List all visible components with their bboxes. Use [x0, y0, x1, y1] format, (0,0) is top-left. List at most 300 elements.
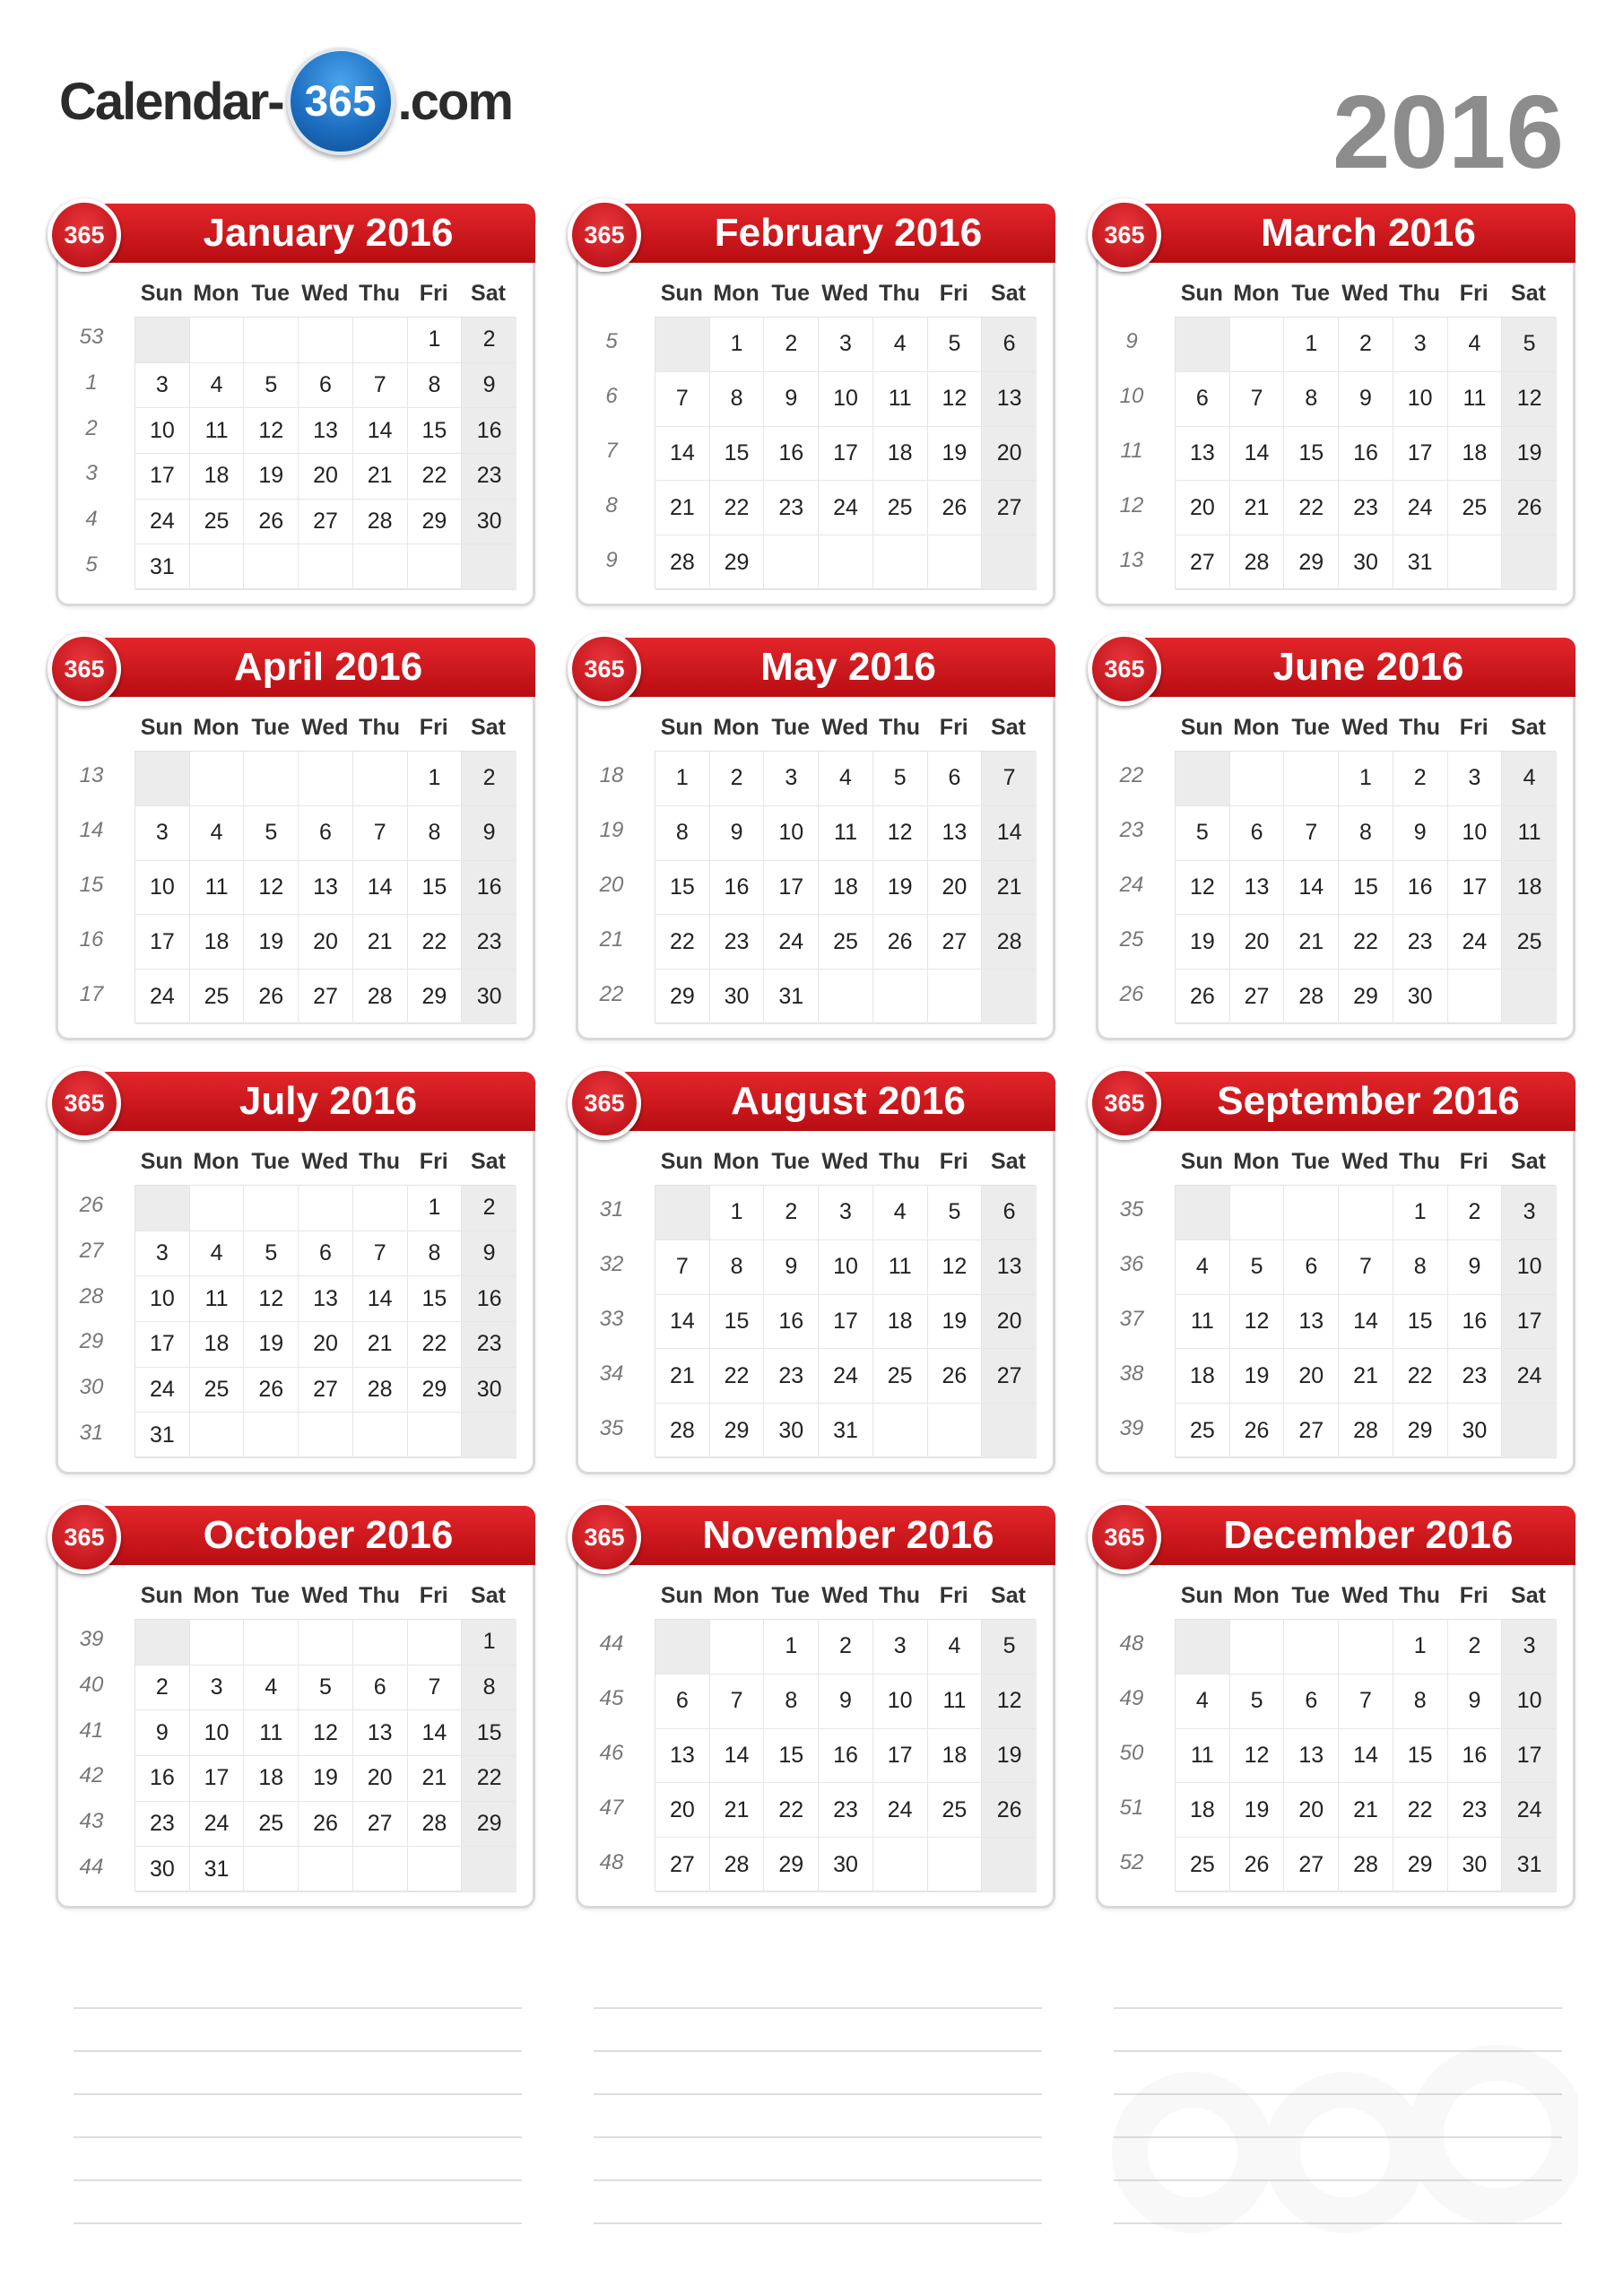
week-number: 26: [1119, 981, 1144, 1006]
month-header: [103, 204, 535, 263]
day-header: Fri: [419, 715, 448, 740]
day-cell: 26: [244, 970, 299, 1024]
day-cell: 16: [819, 1729, 873, 1784]
day-cell: 12: [1230, 1295, 1285, 1350]
day-cell: 4: [190, 806, 245, 861]
day-cell: 14: [353, 861, 408, 916]
day-cell: 12: [928, 372, 983, 427]
empty-day-cell: [190, 544, 245, 590]
empty-day-cell: [353, 752, 408, 806]
day-cell: 24: [135, 500, 190, 545]
day-cell: 25: [928, 1783, 983, 1838]
day-cell: 9: [764, 1240, 819, 1295]
month-badge-365: 365: [48, 1066, 121, 1140]
week-number: 20: [599, 873, 624, 897]
day-header: Fri: [1459, 1149, 1488, 1174]
day-header: Tue: [1291, 715, 1331, 740]
day-cell: 10: [819, 1240, 873, 1295]
day-cell: 30: [764, 1404, 819, 1458]
day-cell: 4: [819, 752, 873, 806]
day-cell: 22: [655, 915, 710, 970]
day-cell: 17: [1448, 861, 1503, 916]
day-header: Mon: [1233, 715, 1280, 740]
day-cell: 26: [244, 500, 299, 545]
day-cell: 19: [873, 861, 928, 916]
day-header: Tue: [1291, 281, 1331, 306]
day-cell: 26: [873, 915, 928, 970]
day-cell: 29: [408, 500, 463, 545]
day-cell: 24: [1448, 915, 1503, 970]
empty-day-cell: [299, 1620, 353, 1665]
day-cell: 2: [462, 317, 516, 363]
day-of-week-row: [135, 715, 516, 741]
week-number: 1: [85, 370, 98, 395]
month-badge-365: 365: [1088, 1500, 1161, 1574]
day-cell: 3: [1502, 1186, 1557, 1240]
day-cell: 3: [1502, 1620, 1557, 1674]
day-cell: 2: [135, 1665, 190, 1711]
day-header: Sun: [660, 715, 703, 740]
day-header: Wed: [1341, 281, 1389, 306]
day-cell: 28: [655, 535, 710, 590]
empty-day-cell: [244, 1620, 299, 1665]
day-header: Fri: [939, 281, 968, 306]
day-cell: 25: [819, 915, 873, 970]
day-header: Tue: [1291, 1149, 1331, 1174]
day-cell: 14: [982, 806, 1037, 861]
month-header: [623, 638, 1055, 697]
month-header: [103, 638, 535, 697]
day-cell: 27: [982, 1349, 1037, 1404]
day-cell: 28: [710, 1838, 765, 1892]
week-number: 33: [599, 1307, 624, 1331]
day-cell: 15: [710, 1295, 765, 1350]
logo-badge: 365: [287, 48, 395, 155]
day-cell: 6: [655, 1674, 710, 1729]
empty-day-cell: [135, 317, 190, 363]
day-header: Fri: [939, 1583, 968, 1608]
day-cell: 20: [1284, 1349, 1339, 1404]
empty-day-cell: [190, 1413, 245, 1458]
day-cell: 2: [710, 752, 765, 806]
empty-day-cell: [408, 1413, 463, 1458]
day-cell: 10: [819, 372, 873, 427]
week-number: 44: [79, 1854, 104, 1879]
day-cell: 2: [1448, 1620, 1503, 1674]
day-cell: 9: [1448, 1674, 1503, 1729]
day-cell: 28: [1339, 1404, 1393, 1458]
day-cell: 24: [1502, 1349, 1557, 1404]
day-cell: 22: [1339, 915, 1393, 970]
day-cell: 29: [1393, 1838, 1448, 1892]
day-cell: 28: [1339, 1838, 1393, 1892]
day-cell: 1: [710, 317, 765, 372]
day-cell: 29: [408, 970, 463, 1024]
month-card: [56, 204, 535, 606]
day-cell: 2: [764, 317, 819, 372]
day-cell: 16: [1448, 1729, 1503, 1784]
day-grid: [655, 751, 1036, 1023]
week-number: 41: [79, 1718, 104, 1743]
day-cell: 23: [135, 1802, 190, 1848]
day-header: Sun: [660, 281, 703, 306]
empty-day-cell: [1230, 752, 1285, 806]
note-line: [594, 2222, 1042, 2224]
week-number: 47: [599, 1795, 624, 1820]
day-cell: 28: [353, 500, 408, 545]
day-cell: 27: [299, 970, 353, 1024]
day-header: Sun: [140, 1583, 183, 1608]
day-cell: 3: [190, 1665, 245, 1711]
day-header: Thu: [879, 281, 920, 306]
day-of-week-row: [655, 281, 1036, 307]
day-cell: 16: [764, 427, 819, 482]
month-title: January 2016: [203, 211, 454, 255]
day-cell: 31: [135, 1413, 190, 1458]
day-cell: 7: [982, 752, 1037, 806]
day-cell: 25: [1176, 1404, 1230, 1458]
day-cell: 2: [819, 1620, 873, 1674]
day-cell: 14: [655, 1295, 710, 1350]
month-title: March 2016: [1261, 211, 1476, 255]
day-cell: 20: [928, 861, 983, 916]
day-cell: 16: [462, 861, 516, 916]
empty-day-cell: [299, 1413, 353, 1458]
empty-day-cell: [353, 1847, 408, 1892]
note-line: [594, 2007, 1042, 2009]
empty-day-cell: [1448, 970, 1503, 1024]
day-grid: [1175, 1185, 1556, 1457]
day-header: Tue: [771, 1583, 811, 1608]
day-cell: 18: [190, 1322, 245, 1368]
day-cell: 11: [1176, 1295, 1230, 1350]
day-cell: 21: [1284, 915, 1339, 970]
week-number: 9: [605, 547, 618, 572]
day-header: Fri: [1459, 1583, 1488, 1608]
day-cell: 11: [190, 1276, 245, 1322]
month-card: [1096, 1073, 1575, 1474]
day-cell: 6: [353, 1665, 408, 1711]
day-cell: 15: [408, 408, 463, 454]
week-number: 53: [79, 325, 104, 350]
day-cell: 30: [135, 1847, 190, 1892]
week-number: 7: [605, 439, 618, 463]
day-cell: 4: [244, 1665, 299, 1711]
day-header: Tue: [771, 281, 811, 306]
day-cell: 4: [190, 1231, 245, 1277]
month-header: [1143, 1072, 1575, 1131]
day-cell: 18: [244, 1756, 299, 1802]
day-cell: 28: [353, 970, 408, 1024]
day-cell: 12: [244, 408, 299, 454]
day-header: Mon: [713, 1583, 759, 1608]
day-header: Mon: [1233, 1149, 1280, 1174]
day-cell: 10: [1393, 372, 1448, 427]
week-number: 46: [599, 1741, 624, 1765]
empty-day-cell: [1339, 1186, 1393, 1240]
day-header: Thu: [359, 281, 400, 306]
month-header: [623, 1506, 1055, 1565]
day-header: Mon: [713, 281, 759, 306]
day-cell: 10: [1502, 1674, 1557, 1729]
day-cell: 28: [408, 1802, 463, 1848]
day-cell: 2: [764, 1186, 819, 1240]
empty-day-cell: [873, 970, 928, 1024]
week-number: 39: [79, 1627, 104, 1652]
month-title: November 2016: [702, 1513, 994, 1557]
week-number: 36: [1119, 1252, 1144, 1277]
day-cell: 8: [710, 372, 765, 427]
day-cell: 6: [299, 806, 353, 861]
empty-day-cell: [1230, 1186, 1285, 1240]
day-cell: 21: [353, 1322, 408, 1368]
day-cell: 8: [408, 806, 463, 861]
day-cell: 27: [1230, 970, 1285, 1024]
note-line: [594, 2179, 1042, 2181]
day-header: Thu: [359, 715, 400, 740]
day-cell: 22: [462, 1756, 516, 1802]
day-header: Fri: [939, 1149, 968, 1174]
week-number: 9: [1125, 329, 1138, 354]
day-cell: 13: [982, 1240, 1037, 1295]
day-cell: 17: [135, 915, 190, 970]
day-cell: 29: [1339, 970, 1393, 1024]
day-cell: 10: [764, 806, 819, 861]
day-cell: 9: [1339, 372, 1393, 427]
day-cell: 17: [135, 454, 190, 500]
day-cell: 5: [244, 363, 299, 409]
day-cell: 6: [1230, 806, 1285, 861]
day-cell: 21: [655, 481, 710, 535]
week-number: 27: [79, 1239, 104, 1263]
empty-day-cell: [190, 1620, 245, 1665]
week-number: 11: [1120, 439, 1143, 463]
empty-day-cell: [1502, 970, 1557, 1024]
day-header: Sat: [1511, 715, 1546, 740]
empty-day-cell: [244, 1413, 299, 1458]
day-cell: 30: [1448, 1404, 1503, 1458]
day-grid: [655, 1185, 1036, 1457]
day-cell: 15: [1339, 861, 1393, 916]
day-of-week-row: [655, 1583, 1036, 1609]
day-cell: 1: [710, 1186, 765, 1240]
empty-day-cell: [1230, 1620, 1285, 1674]
empty-day-cell: [299, 544, 353, 590]
day-cell: 2: [1448, 1186, 1503, 1240]
day-cell: 14: [655, 427, 710, 482]
empty-day-cell: [928, 1404, 983, 1458]
day-header: Mon: [193, 715, 239, 740]
month-title: August 2016: [731, 1079, 966, 1123]
day-cell: 13: [982, 372, 1037, 427]
day-cell: 27: [1284, 1404, 1339, 1458]
day-cell: 17: [1393, 427, 1448, 482]
day-cell: 25: [190, 500, 245, 545]
day-cell: 16: [462, 1276, 516, 1322]
day-header: Wed: [821, 715, 869, 740]
empty-day-cell: [710, 1620, 765, 1674]
empty-day-cell: [655, 1620, 710, 1674]
day-cell: 23: [819, 1783, 873, 1838]
day-cell: 31: [190, 1847, 245, 1892]
day-cell: 29: [764, 1838, 819, 1892]
week-number: 48: [1119, 1631, 1144, 1657]
day-cell: 17: [819, 1295, 873, 1350]
notes-column: [594, 2007, 1042, 2266]
empty-day-cell: [873, 1838, 928, 1892]
day-header: Fri: [419, 1149, 448, 1174]
day-cell: 16: [764, 1295, 819, 1350]
empty-day-cell: [190, 1186, 245, 1231]
day-cell: 29: [655, 970, 710, 1024]
day-cell: 7: [353, 1231, 408, 1277]
day-cell: 5: [982, 1620, 1037, 1674]
day-cell: 23: [462, 454, 516, 500]
day-cell: 8: [1393, 1674, 1448, 1729]
empty-day-cell: [462, 544, 516, 590]
day-cell: 4: [1176, 1674, 1230, 1729]
empty-day-cell: [299, 752, 353, 806]
empty-day-cell: [928, 535, 983, 590]
empty-day-cell: [244, 544, 299, 590]
day-cell: 7: [353, 363, 408, 409]
day-cell: 26: [1230, 1838, 1285, 1892]
day-cell: 1: [1393, 1620, 1448, 1674]
day-cell: 5: [299, 1665, 353, 1711]
month-title: June 2016: [1272, 645, 1464, 689]
day-header: Sat: [471, 1583, 506, 1608]
day-cell: 15: [1393, 1295, 1448, 1350]
day-cell: 11: [1448, 372, 1503, 427]
empty-day-cell: [299, 1186, 353, 1231]
day-cell: 1: [1393, 1186, 1448, 1240]
day-header: Sun: [1180, 1583, 1223, 1608]
day-header: Mon: [713, 1149, 759, 1174]
week-number: 49: [1119, 1686, 1144, 1711]
day-header: Sun: [140, 281, 183, 306]
month-badge-365: 365: [568, 1500, 641, 1574]
day-cell: 7: [408, 1665, 463, 1711]
day-cell: 1: [764, 1620, 819, 1674]
week-number: 22: [599, 981, 624, 1006]
day-of-week-row: [1175, 1149, 1556, 1175]
day-grid: [1175, 317, 1556, 589]
day-cell: 8: [462, 1665, 516, 1711]
day-cell: 21: [408, 1756, 463, 1802]
day-cell: 9: [462, 363, 516, 409]
day-cell: 22: [764, 1783, 819, 1838]
day-cell: 6: [299, 1231, 353, 1277]
week-number: 31: [79, 1420, 104, 1445]
week-number: 25: [1119, 926, 1144, 952]
day-header: Sun: [140, 1149, 183, 1174]
week-number: 17: [79, 981, 104, 1006]
day-cell: 4: [190, 363, 245, 409]
day-cell: 21: [982, 861, 1037, 916]
day-of-week-row: [1175, 281, 1556, 307]
day-header: Wed: [821, 1583, 869, 1608]
day-header: Fri: [939, 715, 968, 740]
day-cell: 12: [1176, 861, 1230, 916]
day-cell: 11: [190, 861, 245, 916]
day-header: Sun: [1180, 715, 1223, 740]
day-cell: 14: [353, 1276, 408, 1322]
month-header: [1143, 1506, 1575, 1565]
day-cell: 27: [299, 1368, 353, 1413]
day-cell: 31: [135, 544, 190, 590]
day-cell: 15: [408, 861, 463, 916]
day-cell: 23: [764, 1349, 819, 1404]
day-cell: 10: [1502, 1240, 1557, 1295]
day-cell: 17: [764, 861, 819, 916]
day-cell: 25: [1502, 915, 1557, 970]
week-number: 29: [79, 1329, 104, 1354]
day-cell: 22: [1393, 1349, 1448, 1404]
day-header: Sun: [1180, 281, 1223, 306]
day-cell: 3: [1393, 317, 1448, 372]
week-number: 8: [605, 492, 618, 517]
note-line: [594, 2050, 1042, 2052]
day-header: Tue: [771, 715, 811, 740]
day-cell: 1: [1284, 317, 1339, 372]
day-cell: 13: [353, 1710, 408, 1756]
day-cell: 8: [655, 806, 710, 861]
day-cell: 1: [408, 317, 463, 363]
day-cell: 22: [710, 1349, 765, 1404]
month-header: [103, 1072, 535, 1131]
day-cell: 12: [873, 806, 928, 861]
day-header: Thu: [879, 1149, 920, 1174]
day-header: Mon: [1233, 281, 1280, 306]
day-cell: 23: [462, 915, 516, 970]
month-title: September 2016: [1217, 1079, 1520, 1123]
day-header: Wed: [1341, 1583, 1389, 1608]
day-cell: 25: [190, 970, 245, 1024]
day-header: Sat: [1511, 1583, 1546, 1608]
day-cell: 2: [462, 752, 516, 806]
month-badge-365: 365: [48, 198, 121, 272]
week-number: 38: [1119, 1361, 1144, 1386]
day-cell: 22: [408, 1322, 463, 1368]
day-header: Tue: [251, 1583, 291, 1608]
day-header: Tue: [251, 715, 291, 740]
day-cell: 21: [353, 454, 408, 500]
day-cell: 24: [135, 970, 190, 1024]
month-card: [576, 639, 1055, 1040]
empty-day-cell: [353, 317, 408, 363]
month-title: July 2016: [239, 1079, 418, 1123]
day-cell: 12: [928, 1240, 983, 1295]
day-cell: 19: [928, 427, 983, 482]
empty-day-cell: [982, 1404, 1037, 1458]
day-cell: 28: [655, 1404, 710, 1458]
week-number: 18: [599, 763, 624, 788]
day-header: Tue: [251, 1149, 291, 1174]
day-cell: 11: [190, 408, 245, 454]
day-cell: 27: [928, 915, 983, 970]
day-cell: 9: [1448, 1240, 1503, 1295]
empty-day-cell: [1284, 1620, 1339, 1674]
day-cell: 7: [1339, 1240, 1393, 1295]
note-line: [74, 2093, 522, 2095]
day-cell: 3: [873, 1620, 928, 1674]
month-header: [623, 1072, 1055, 1131]
week-number: 13: [79, 763, 104, 788]
day-cell: 6: [982, 317, 1037, 372]
day-cell: 20: [299, 454, 353, 500]
day-cell: 26: [1230, 1404, 1285, 1458]
day-header: Tue: [771, 1149, 811, 1174]
